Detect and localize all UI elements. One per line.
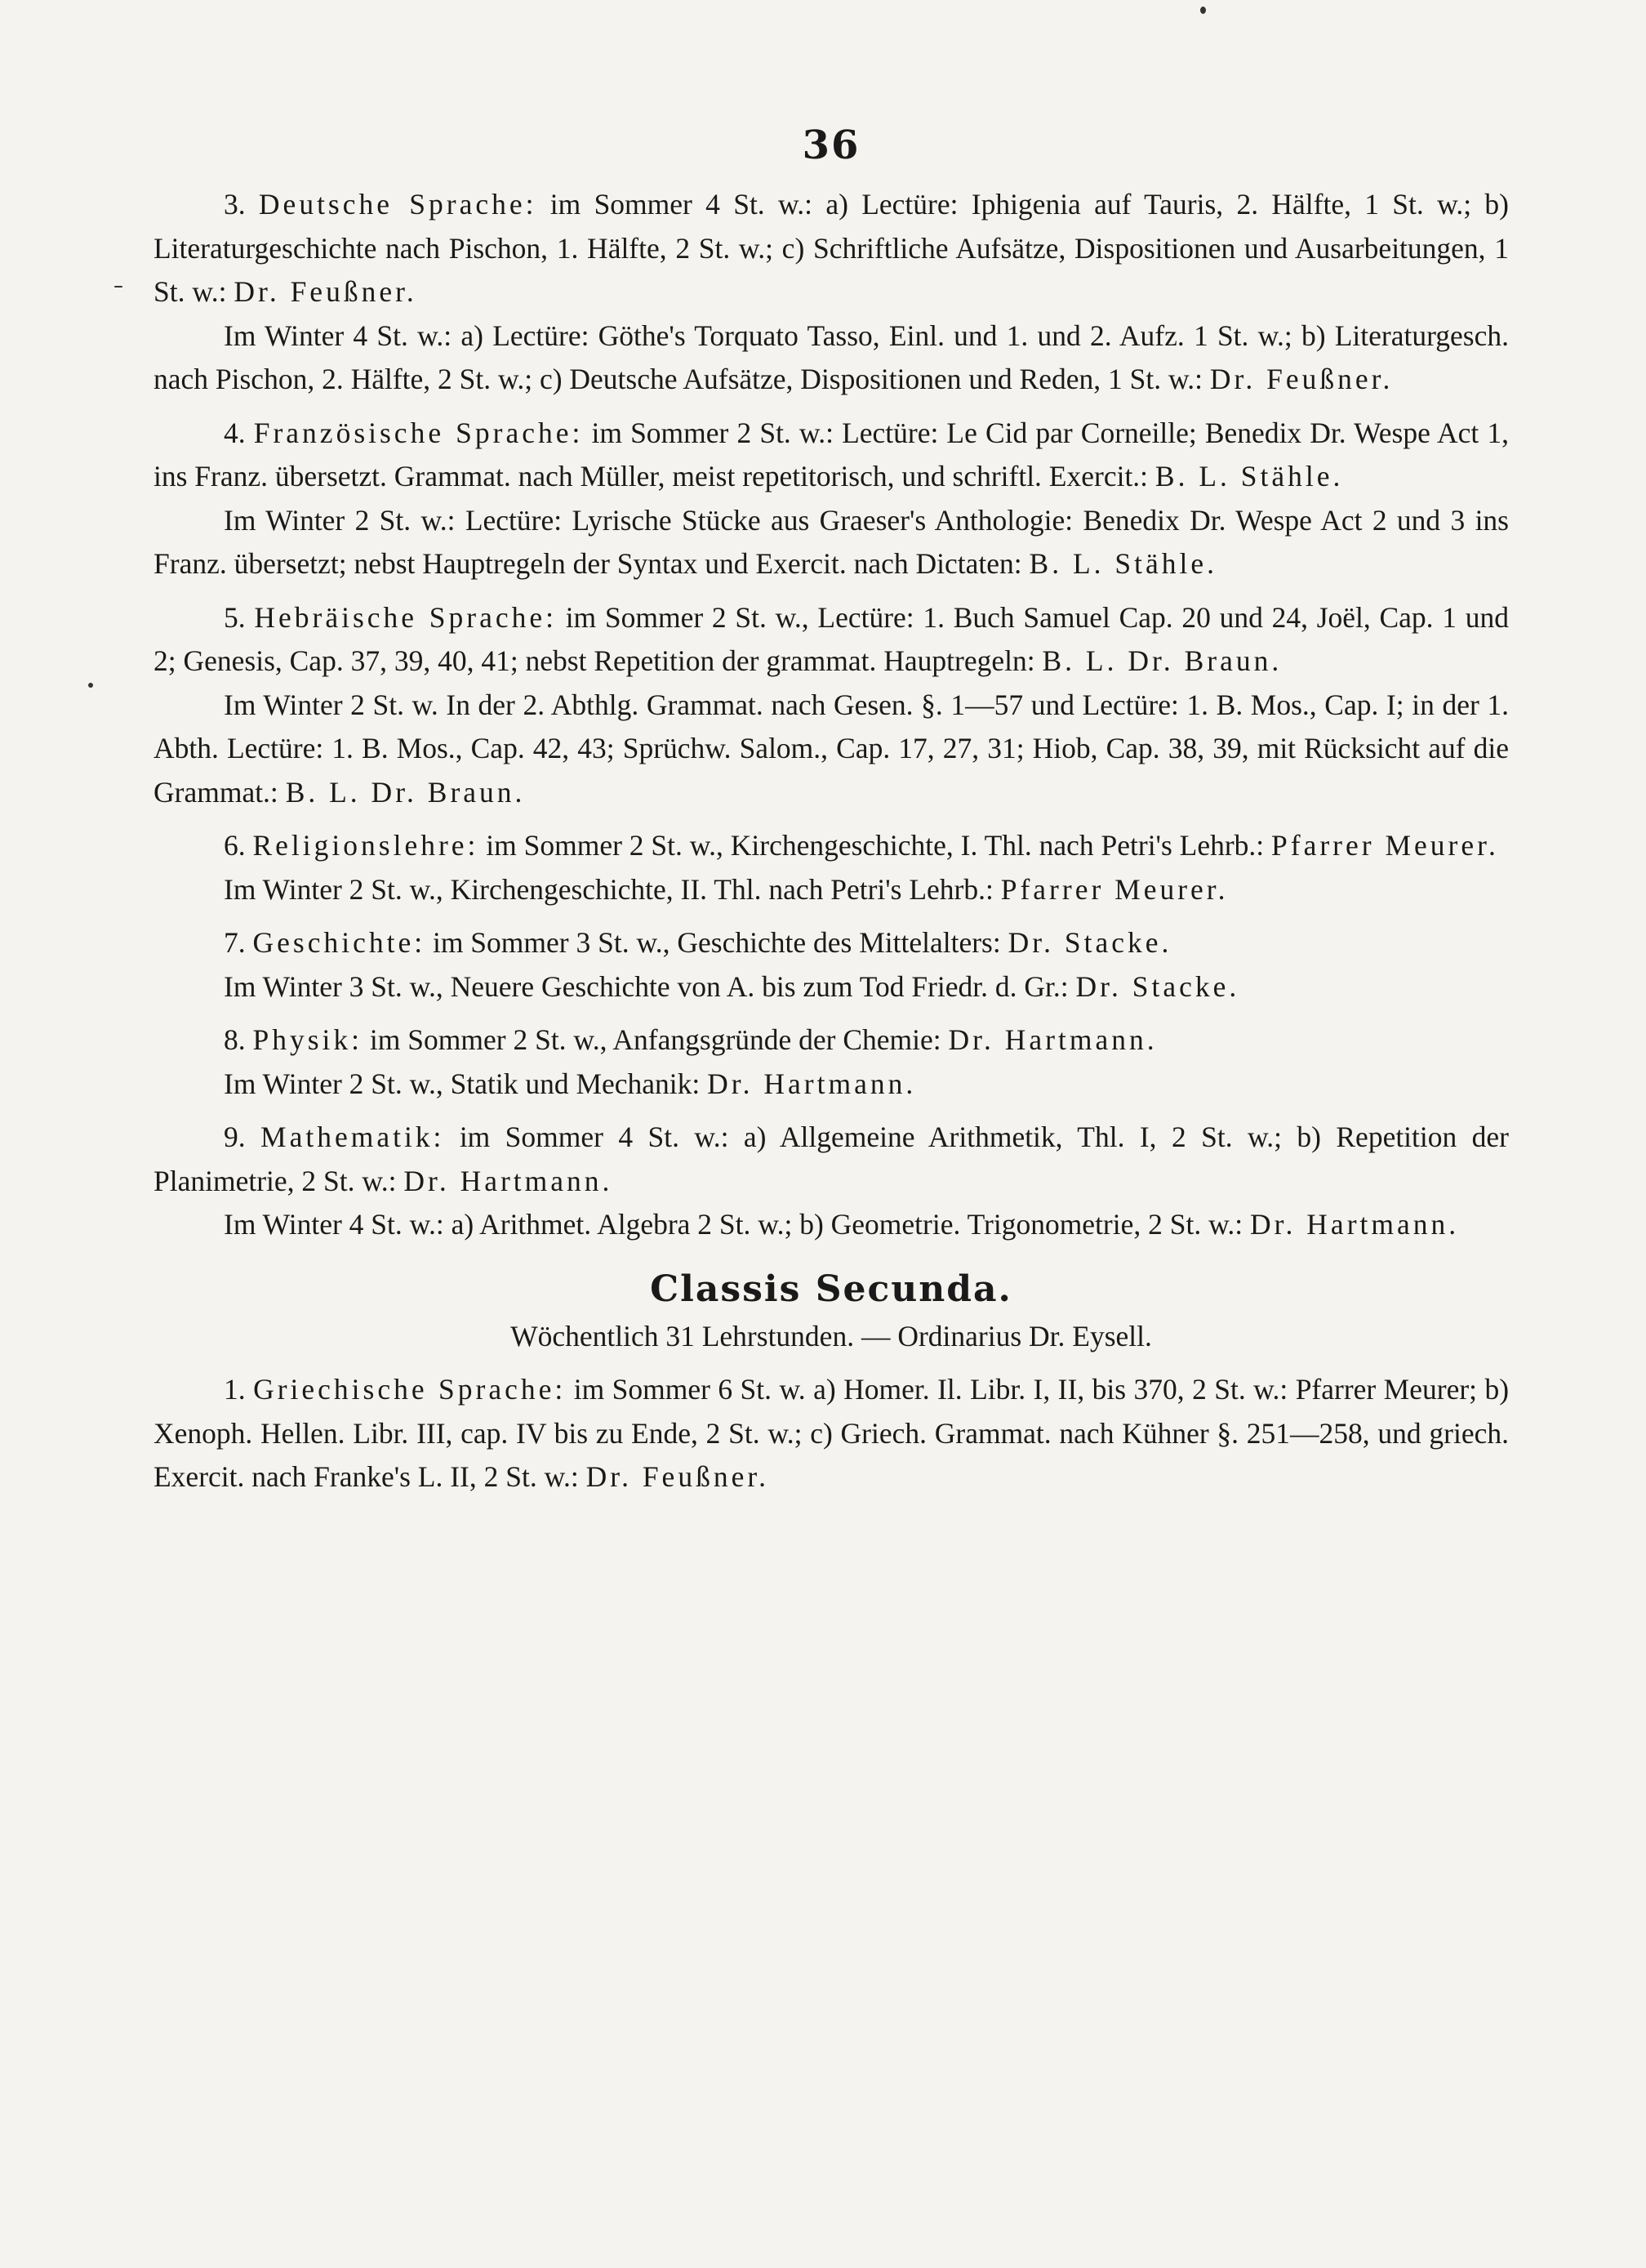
document-page [153, 123, 1509, 1499]
paragraph-text: im Sommer 4 St. w.: a) Allgemeine Arithmetik, Thl. I, 2 St. w.; b) Repetition der Planimetrie, 2 St. w.: [153, 1121, 1509, 1197]
item-number: 5. [224, 600, 246, 634]
paragraph-text: im Sommer 3 St. w., Geschichte des Mittelalters: [432, 926, 1001, 959]
subject-heading: Hebräische Sprache: [254, 600, 557, 634]
item-number: 3. [224, 188, 246, 221]
subject-heading: Physik: [252, 1023, 363, 1056]
paragraph-p4a [153, 412, 1509, 499]
item-number: 7. [224, 926, 246, 959]
paragraph-p7b [153, 965, 1509, 1009]
teacher-name: Pfarrer Meurer. [1000, 872, 1229, 906]
paragraph-p4b [153, 499, 1509, 586]
teacher-name: Dr. Feußner. [585, 1460, 770, 1493]
teacher-name: Pfarrer Meurer. [1271, 829, 1499, 862]
subject-heading: Religionslehre: [252, 829, 479, 862]
page-number: 36 [802, 123, 861, 168]
paragraph-text: Im Winter 2 St. w., Kirchengeschichte, II. Thl. nach Petri's Lehrb.: [224, 872, 994, 906]
teacher-name: Dr. Hartmann. [707, 1067, 917, 1100]
subject-heading: Deutsche Sprache: [258, 188, 537, 221]
ink-speck [114, 286, 122, 287]
paragraph-text: im Sommer 2 St. w., Anfangsgründe der Chemie: [369, 1023, 941, 1056]
paragraph-p6a [153, 824, 1509, 868]
section-paragraphs [153, 1368, 1509, 1499]
section-title: Classis Secunda. [650, 1268, 1012, 1310]
paragraph-p3b [153, 314, 1509, 402]
item-number: 8. [224, 1023, 246, 1056]
item-number: 9. [224, 1121, 246, 1153]
paragraph-p8a [153, 1018, 1509, 1063]
paragraph-text: Im Winter 2 St. w. In der 2. Abthlg. Grammat. nach Gesen. §. 1—57 und Lectüre: 1. B. Mos., Cap. I; in der 1. Abth. Lectüre: 1. B. Mos., Cap. 42, 43; Sprüchw. Salom., Cap. 17, 27, 31; Hiob, Cap. 38, 39, mit Rücksicht auf die Grammat.: [153, 688, 1509, 809]
teacher-name: B. L. Stähle. [1154, 460, 1344, 492]
ink-speck [88, 683, 93, 688]
paragraph-p9b [153, 1203, 1509, 1247]
subject-heading: Griechische Sprache: [253, 1373, 567, 1406]
item-number: 1. [224, 1373, 246, 1406]
paragraph-s1 [153, 1368, 1509, 1499]
item-number: 4. [224, 416, 246, 449]
paragraph-text: Im Winter 2 St. w.: Lectüre: Lyrische Stücke aus Graeser's Anthologie: Benedix Dr. Wespe Act 2 und 3 ins Franz. übersetzt; nebst Hauptregeln der Syntax und Exercit. nach Dictaten: [153, 503, 1509, 580]
paragraph-p8b [153, 1063, 1509, 1107]
paragraph-p5b [153, 684, 1509, 815]
body-paragraphs [153, 183, 1509, 1247]
paragraph-p7a [153, 921, 1509, 965]
paragraph-p3a [153, 183, 1509, 314]
subject-heading: Französische Sprache: [253, 416, 584, 449]
paragraph-p9a [153, 1116, 1509, 1203]
teacher-name: Dr. Hartmann. [403, 1164, 613, 1197]
teacher-name: B. L. Dr. Braun. [285, 775, 526, 809]
paragraph-p5a [153, 596, 1509, 684]
teacher-name: Dr. Hartmann. [1250, 1208, 1460, 1241]
paragraph-text: im Sommer 2 St. w.: Lectüre: Le Cid par Corneille; Benedix Dr. Wespe Act 1, ins Franz. übersetzt. Grammat. nach Müller, meist repetitorisch, und schriftl. Exercit.: [153, 416, 1509, 492]
paragraph-p6b [153, 868, 1509, 912]
section-subtitle: Wöchentlich 31 Lehrstunden. — Ordinarius Dr. Eysell. [510, 1319, 1152, 1352]
paragraph-text: Im Winter 4 St. w.: a) Lectüre: Göthe's Torquato Tasso, Einl. und 1. und 2. Aufz. 1 St. w.; b) Literaturgesch. nach Pischon, 2. Hälfte, 2 St. w.; c) Deutsche Aufsätze, Dispositionen und Reden, 1 St. w.: [153, 319, 1509, 395]
teacher-name: Dr. Feußner. [234, 275, 417, 308]
teacher-name: B. L. Stähle. [1029, 547, 1218, 580]
paragraph-text: Im Winter 2 St. w., Statik und Mechanik: [224, 1067, 701, 1100]
subject-heading: Geschichte: [252, 926, 426, 959]
teacher-name: B. L. Dr. Braun. [1042, 644, 1283, 677]
paragraph-text: im Sommer 6 St. w. a) Homer. Il. Libr. I, II, bis 370, 2 St. w.: Pfarrer Meurer; b) Xenoph. Hellen. Libr. III, cap. IV bis zu Ende, 2 St. w.; c) Griech. Grammat. nach Kühner §. 251—258, und griech. Exercit. nach Franke's L. II, 2 St. w.: [153, 1373, 1510, 1493]
paragraph-text: Im Winter 3 St. w., Neuere Geschichte von A. bis zum Tod Friedr. d. Gr.: [224, 969, 1069, 1003]
teacher-name: Dr. Stacke. [1008, 926, 1172, 959]
subject-heading: Mathematik: [260, 1121, 445, 1153]
paragraph-text: Im Winter 4 St. w.: a) Arithmet. Algebra 2 St. w.; b) Geometrie. Trigonometrie, 2 St. w.: [224, 1208, 1243, 1241]
ink-speck [1200, 7, 1206, 14]
item-number: 6. [224, 829, 246, 862]
paragraph-text: im Sommer 2 St. w., Lectüre: 1. Buch Samuel Cap. 20 und 24, Joël, Cap. 1 und 2; Genesis, Cap. 37, 39, 40, 41; nebst Repetition der grammat. Hauptregeln: [153, 600, 1510, 677]
paragraph-text: im Sommer 2 St. w., Kirchengeschichte, I. Thl. nach Petri's Lehrb.: [486, 829, 1265, 862]
teacher-name: Dr. Stacke. [1075, 969, 1240, 1003]
paragraph-text: im Sommer 4 St. w.: a) Lectüre: Iphigenia auf Tauris, 2. Hälfte, 1 St. w.; b) Literaturgeschichte nach Pischon, 1. Hälfte, 2 St. w.; c) Schriftliche Aufsätze, Dispositionen und Ausarbeitungen, 1 St. w.: [153, 188, 1509, 308]
teacher-name: Dr. Feußner. [1209, 363, 1394, 395]
teacher-name: Dr. Hartmann. [948, 1023, 1158, 1056]
